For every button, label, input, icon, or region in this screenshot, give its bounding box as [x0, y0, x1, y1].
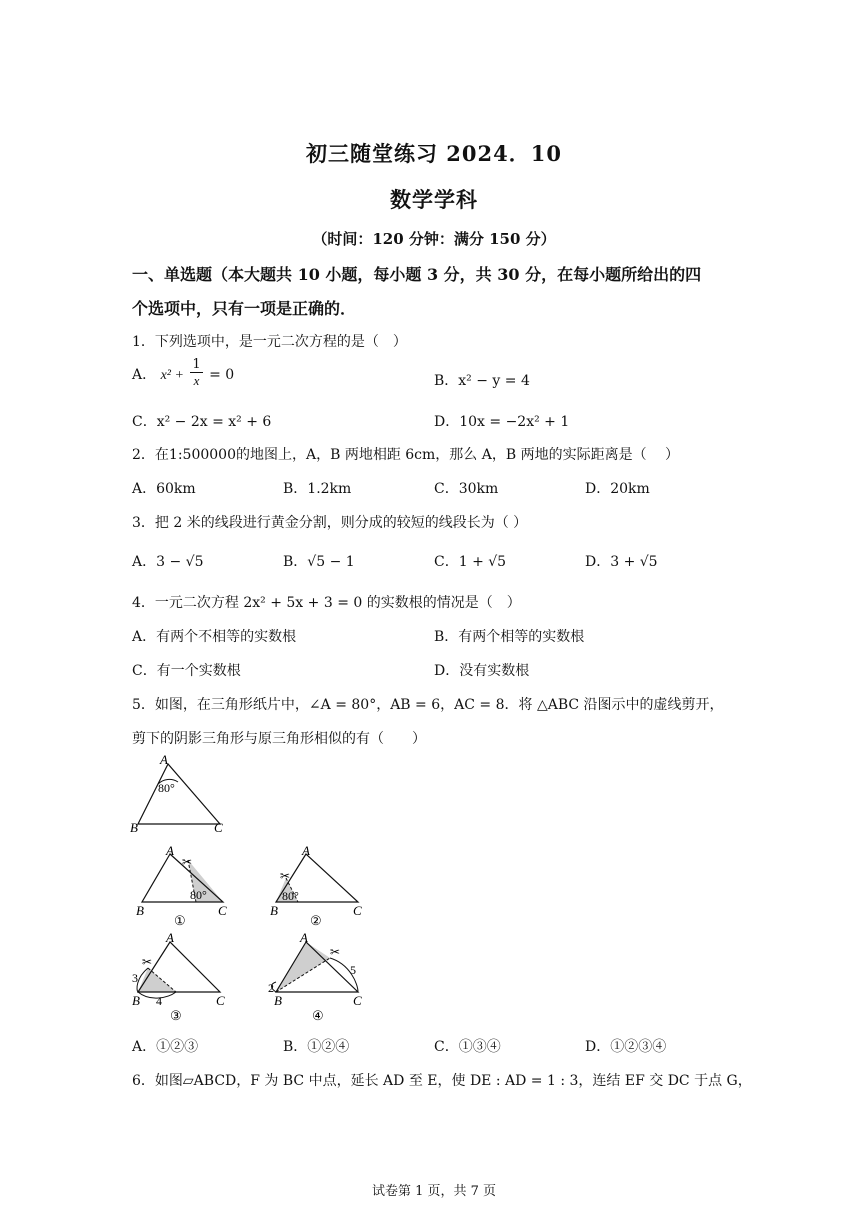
q3-option-c: C．1 + √5	[434, 554, 507, 570]
fig3-label-c: C	[216, 993, 225, 1008]
q5-figure	[120, 752, 390, 1032]
option-letter: A．	[132, 367, 157, 383]
q2-option-d: D．20km	[585, 481, 650, 497]
main-angle-label: 80°	[158, 781, 175, 795]
q5-option-c: C．①③④	[434, 1039, 501, 1055]
fig2-label-b: B	[270, 903, 278, 918]
q2-option-a: A．60km	[132, 481, 196, 497]
main-label-a: A	[160, 752, 168, 767]
sub-figure-1	[136, 843, 227, 928]
q4-option-d: D．没有实数根	[434, 663, 530, 679]
q4-option-c: C．有一个实数根	[132, 663, 241, 679]
q3-option-b: B．√5 − 1	[283, 554, 355, 570]
fig3-length-4: 4	[156, 994, 162, 1008]
section-heading-line2: 个选项中，只有一项是正确的．	[132, 299, 357, 318]
sub-figure-2	[270, 843, 362, 928]
q1a-denominator: x	[193, 373, 200, 388]
q5-option-b: B．①②④	[283, 1039, 350, 1055]
q1-option-a	[132, 357, 235, 400]
fig2-circled-label: ②	[310, 913, 322, 928]
fig4-label-b: B	[274, 993, 282, 1008]
q4-option-b: B．有两个相等的实数根	[434, 629, 585, 645]
scissors-icon: ✂	[182, 855, 193, 869]
fig4-label-a: A	[300, 930, 308, 945]
q1-option-c: C．x² − 2x = x² + 6	[132, 414, 272, 430]
page-footer: 试卷第 1 页，共 7 页	[371, 1184, 497, 1199]
section-heading-line1: 一、单选题（本大题共 10 小题，每小题 3 分，共 30 分，在每小题所给出的四	[132, 265, 702, 284]
fig4-circled-label: ④	[312, 1008, 324, 1023]
scissors-icon: ✂	[142, 955, 153, 969]
sub-figure-4	[268, 930, 362, 1023]
fig2-angle-label: 80°	[282, 889, 299, 903]
fig3-label-b: B	[132, 993, 140, 1008]
fig1-label-c: C	[218, 903, 227, 918]
main-label-b: B	[130, 820, 138, 835]
question-5-stem-line1: 5．如图，在三角形纸片中，∠A = 80°，AB = 6，AC = 8．将 △ABC 沿图示中的虚线剪开，	[132, 697, 724, 713]
main-triangle	[130, 752, 223, 835]
subject-title: 数学学科	[390, 187, 478, 212]
fig3-length-3: 3	[132, 971, 138, 985]
q5-option-d: D．①②③④	[585, 1039, 667, 1055]
time-info: （时间：120 分钟：满分 150 分）	[312, 230, 556, 248]
fig2-label-c: C	[353, 903, 362, 918]
exam-title: 初三随堂练习 2024．10	[306, 141, 562, 166]
fig1-label-a: A	[166, 843, 174, 858]
question-3-stem: 3．把 2 米的线段进行黄金分割，则分成的较短的线段长为（ ）	[132, 515, 528, 531]
q1-option-d: D．10x = −2x² + 1	[434, 414, 570, 430]
main-label-c: C	[214, 820, 223, 835]
q1-option-b: B．x² − y = 4	[434, 373, 530, 389]
question-2-stem: 2．在1:500000的地图上，A，B 两地相距 6cm，那么 A，B 两地的实际距离是（ ）	[132, 447, 680, 463]
fig4-length-2: 2	[268, 981, 274, 995]
question-4-stem: 4．一元二次方程 2x² + 5x + 3 = 0 的实数根的情况是（ ）	[132, 595, 521, 611]
fig3-circled-label: ③	[170, 1008, 182, 1023]
fig2-label-a: A	[302, 843, 310, 858]
q1a-left: x² +	[160, 368, 184, 383]
scissors-icon: ✂	[280, 869, 291, 883]
question-5-stem-line2: 剪下的阴影三角形与原三角形相似的有（ ）	[132, 731, 426, 747]
fig1-circled-label: ①	[174, 913, 186, 928]
q1a-fraction	[190, 358, 202, 388]
scissors-icon: ✂	[330, 945, 341, 959]
fig4-length-5: 5	[350, 963, 356, 977]
q2-option-c: C．30km	[434, 481, 499, 497]
question-1-stem: 1．下列选项中，是一元二次方程的是（ ）	[132, 334, 407, 350]
q2-option-b: B．1.2km	[283, 481, 352, 497]
question-6-stem: 6．如图▱ABCD，F 为 BC 中点，延长 AD 至 E，使 DE : AD = 1 : 3，连结 EF 交 DC 于点 G，	[132, 1073, 752, 1089]
fig3-label-a: A	[166, 930, 174, 945]
sub-figure-3	[132, 930, 225, 1023]
fig4-label-c: C	[353, 993, 362, 1008]
q5-option-a: A．①②③	[132, 1039, 199, 1055]
q3-option-a: A．3 − √5	[132, 554, 204, 570]
fig1-angle-label: 80°	[190, 888, 207, 902]
q1a-numerator: 1	[192, 357, 201, 372]
q4-option-a: A．有两个不相等的实数根	[132, 629, 297, 645]
q1a-right: = 0	[209, 367, 235, 383]
fig1-label-b: B	[136, 903, 144, 918]
q3-option-d: D．3 + √5	[585, 554, 658, 570]
